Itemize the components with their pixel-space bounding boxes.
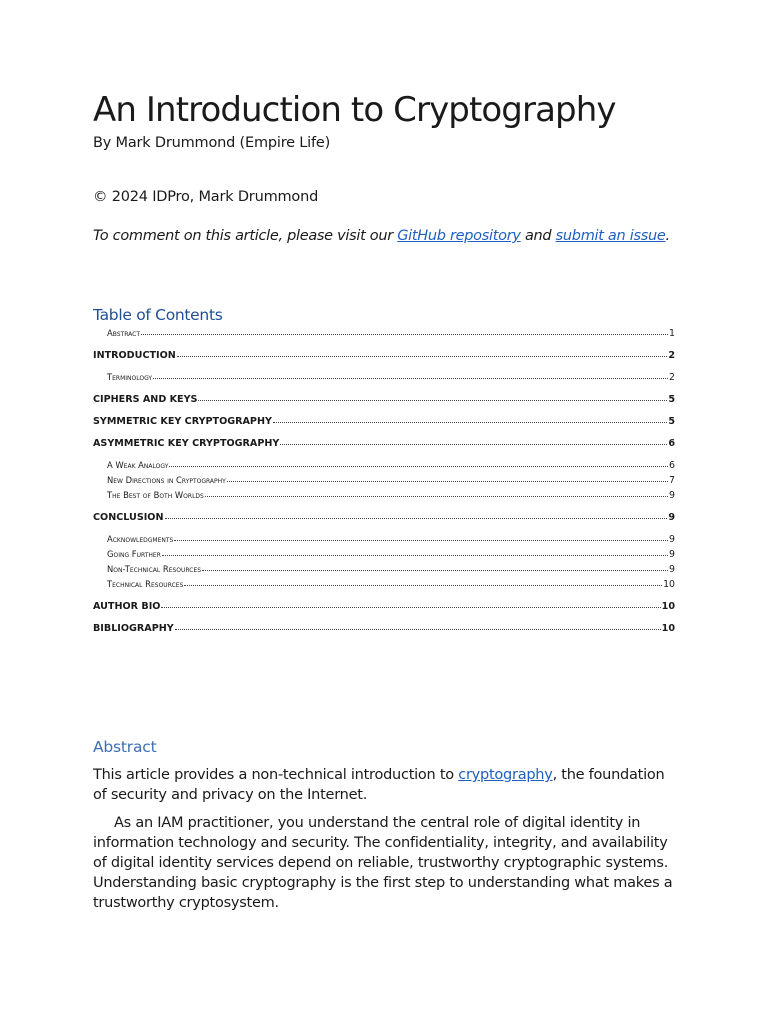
toc-dot-leader [273,422,667,423]
toc-entry-page: 5 [668,394,675,405]
toc-entry[interactable] [93,394,675,408]
toc-entry-label: Technical Resources [107,579,184,589]
toc-entry-label: BIBLIOGRAPHY [93,623,174,634]
toc-heading: Table of Contents [93,306,223,324]
toc-dot-leader [227,481,668,482]
toc-dot-leader [202,570,668,571]
toc-entry[interactable] [93,490,675,504]
toc-entry-page: 9 [668,512,675,523]
copyright-notice: © 2024 IDPro, Mark Drummond [93,189,319,205]
toc-dot-leader [198,400,667,401]
toc-entry-label: INTRODUCTION [93,350,176,361]
toc-dot-leader [141,334,668,335]
toc-entry-label: CONCLUSION [93,512,164,523]
toc-entry-page: 10 [661,601,675,612]
toc-entry-label: SYMMETRIC KEY CRYPTOGRAPHY [93,416,272,427]
toc-entry-label: Terminology [107,372,153,382]
toc-entry-page: 9 [669,564,675,575]
toc-entry-page: 5 [668,416,675,427]
toc-dot-leader [205,496,668,497]
comment-prefix: To comment on this article, please visit our [93,228,398,244]
toc-entry-page: 9 [669,549,675,560]
toc-entry[interactable] [93,512,675,526]
toc-entry-label: ASYMMETRIC KEY CRYPTOGRAPHY [93,438,280,449]
toc-entry-label: Non-Technical Resources [107,564,202,574]
toc-entry[interactable] [93,534,675,548]
toc-dot-leader [161,607,660,608]
comment-suffix: . [665,228,670,244]
toc-entry[interactable] [93,372,675,386]
toc-entry-page: 10 [663,579,675,590]
toc-entry-label: Going Further [107,549,161,559]
toc-entry-page: 7 [669,475,675,486]
toc-dot-leader [162,555,668,556]
toc-entry[interactable] [93,579,675,593]
toc-entry-label: Acknowledgments [107,534,174,544]
abstract-p1-suffix: , the foundation of security and privacy on the Internet. [93,767,665,803]
toc-entry[interactable] [93,475,675,489]
document-title: An Introduction to Cryptography [93,90,616,130]
toc-entry[interactable] [93,460,675,474]
toc-entry-page: 1 [669,328,675,339]
toc-entry[interactable] [93,350,675,364]
toc-entry[interactable] [93,601,675,615]
toc-entry-page: 9 [669,534,675,545]
comment-note [93,228,670,244]
toc-entry-label: AUTHOR BIO [93,601,161,612]
toc-entry[interactable] [93,549,675,563]
cryptography-link[interactable]: cryptography [458,767,553,783]
submit-issue-link[interactable]: submit an issue [555,228,666,244]
toc-entry-page: 6 [668,438,675,449]
toc-dot-leader [177,356,668,357]
author-byline: By Mark Drummond (Empire Life) [93,135,331,151]
toc-entry-label: CIPHERS AND KEYS [93,394,198,405]
toc-entry[interactable] [93,438,675,452]
toc-dot-leader [175,629,661,630]
toc-dot-leader [169,466,668,467]
toc-entry-page: 2 [668,350,675,361]
toc-entry-label: New Directions in Cryptography [107,475,226,485]
toc-entry[interactable] [93,623,675,637]
toc-entry[interactable] [93,564,675,578]
comment-middle: and [520,228,556,244]
toc-entry-page: 9 [669,490,675,501]
toc-entry-page: 6 [669,460,675,471]
abstract-p1-prefix: This article provides a non-technical introduction to [93,767,459,783]
toc-dot-leader [174,540,668,541]
github-repository-link[interactable]: GitHub repository [397,228,521,244]
toc-dot-leader [153,378,668,379]
toc-entry-page: 2 [669,372,675,383]
toc-dot-leader [165,518,668,519]
toc-dot-leader [184,585,662,586]
toc-entry-label: The Best of Both Worlds [107,490,204,500]
toc-dot-leader [280,444,667,445]
abstract-heading: Abstract [93,738,157,756]
toc-entry-page: 10 [661,623,675,634]
toc-entry[interactable] [93,328,675,342]
toc-entry[interactable] [93,416,675,430]
abstract-paragraph-2: As an IAM practitioner, you understand the central role of digital identity in information technology and security. The confidentiality, integrity, and availability of digital identity services depend on reliable, trustworthy cryptographic systems. Understanding basic cryptography is the first step to understanding what makes a trustworthy cryptosystem. [93,815,673,911]
abstract-paragraph-1 [93,765,675,805]
toc-entry-label: Abstract [107,328,140,338]
toc-entry-label: A Weak Analogy [107,460,169,470]
